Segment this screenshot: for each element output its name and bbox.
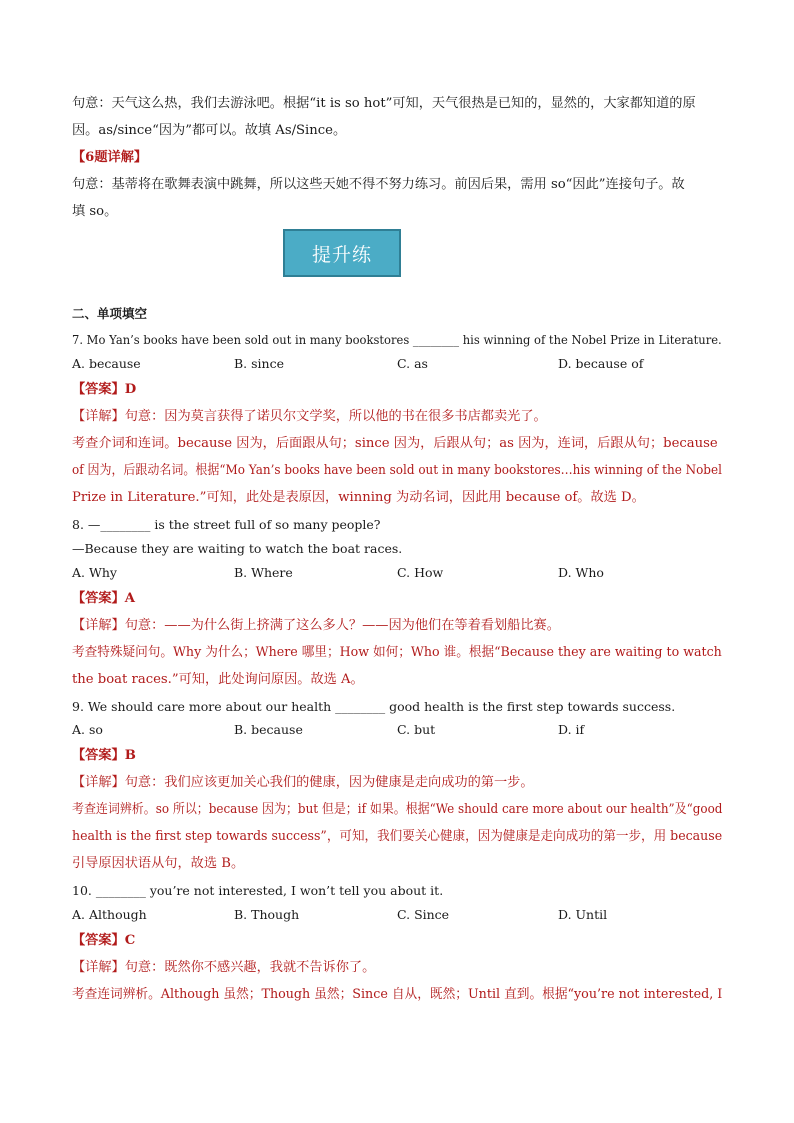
question-8-stem2: —Because they are waiting to watch the boat races.: [72, 541, 403, 556]
question-9-stem: 9. We should care more about our health ________ good health is the first step towards success.: [72, 699, 676, 714]
q8-option-a[interactable]: A. Why: [72, 565, 117, 580]
q9-detail-line4: 引导原因状语从句，故选 B。: [72, 856, 245, 871]
q8-detail-line2: 考查特殊疑问句。Why 为什么；Where 哪里；How 如何；Who 谁。根据“Because they are waiting to watch: [72, 645, 722, 660]
section-title: 二、单项填空: [72, 306, 148, 321]
q8-answer: 【答案】A: [72, 591, 135, 606]
q8-detail-line1: 【详解】句意：——为什么街上挤满了这么多人？——因为他们在等着看划船比赛。: [72, 618, 560, 633]
q6-explanation-line1: 句意：基蒂将在歌舞表演中跳舞，所以这些天她不得不努力练习。前因后果，需用 so“因此”连接句子。故: [72, 177, 685, 192]
q9-option-d[interactable]: D. if: [558, 722, 585, 737]
question-7-stem: 7. Mo Yan’s books have been sold out in many bookstores ________ his winning of the Nobel Prize in Literature.: [72, 332, 722, 347]
q7-detail-line1: 【详解】句意：因为莫言获得了诺贝尔文学奖，所以他的书在很多书店都卖光了。: [72, 409, 547, 424]
q9-option-c[interactable]: C. but: [397, 722, 436, 737]
q10-answer: 【答案】C: [72, 933, 136, 948]
q10-detail-line2: 考查连词辨析。Although 虽然；Though 虽然；Since 自从，既然；Until 直到。根据“you’re not interested, I: [72, 987, 723, 1002]
q10-detail-line1: 【详解】句意：既然你不感兴趣，我就不告诉你了。: [72, 960, 376, 975]
question-8-stem: 8. —________ is the street full of so many people?: [72, 517, 381, 532]
q7-option-b[interactable]: B. since: [234, 356, 284, 371]
q9-option-a[interactable]: A. so: [72, 722, 103, 737]
q8-detail-line3: the boat races.”可知，此处询问原因。故选 A。: [72, 672, 364, 687]
q7-option-a[interactable]: A. because: [72, 356, 141, 371]
q8-option-b[interactable]: B. Where: [234, 565, 293, 580]
q7-answer: 【答案】D: [72, 382, 137, 397]
q7-option-d[interactable]: D. because of: [558, 356, 644, 371]
q7-detail-line4: Prize in Literature.”可知，此处是表原因，winning 为动名词，因此用 because of。故选 D。: [72, 490, 645, 505]
q9-detail-line2: 考查连词辨析。so 所以；because 因为；but 但是；if 如果。根据“We should care more about our health”及“good: [72, 802, 723, 817]
q10-option-c[interactable]: C. Since: [397, 907, 450, 922]
q9-option-b[interactable]: B. because: [234, 722, 303, 737]
q8-option-d[interactable]: D. Who: [558, 565, 604, 580]
q10-option-b[interactable]: B. Though: [234, 907, 300, 922]
practice-banner: 提升练: [283, 229, 401, 277]
q5-explanation-line2: 因。as/since“因为”都可以。故填 As/Since。: [72, 123, 347, 138]
q9-answer: 【答案】B: [72, 748, 136, 763]
q10-option-a[interactable]: A. Although: [72, 907, 147, 922]
q6-header: 【6题详解】: [72, 150, 148, 165]
q9-detail-line1: 【详解】句意：我们应该更加关心我们的健康，因为健康是走向成功的第一步。: [72, 775, 534, 790]
q7-detail-line3: of 因为，后跟动名词。根据“Mo Yan’s books have been sold out in many bookstores…his winning of the Nobel: [72, 463, 722, 478]
q6-explanation-line2: 填 so。: [72, 204, 118, 219]
q10-option-d[interactable]: D. Until: [558, 907, 608, 922]
q7-option-c[interactable]: C. as: [397, 356, 428, 371]
q8-option-c[interactable]: C. How: [397, 565, 444, 580]
q7-detail-line2: 考查介词和连词。because 因为，后面跟从句；since 因为，后跟从句；as 因为，连词，后跟从句；because: [72, 436, 718, 451]
q5-explanation-line1: 句意：天气这么热，我们去游泳吧。根据“it is so hot”可知，天气很热是已知的，显然的，大家都知道的原: [72, 96, 696, 111]
question-10-stem: 10. ________ you’re not interested, I won’t tell you about it.: [72, 883, 444, 898]
q9-detail-line3: health is the first step towards success”，可知，我们要关心健康，因为健康是走向成功的第一步，用 because: [72, 829, 723, 844]
